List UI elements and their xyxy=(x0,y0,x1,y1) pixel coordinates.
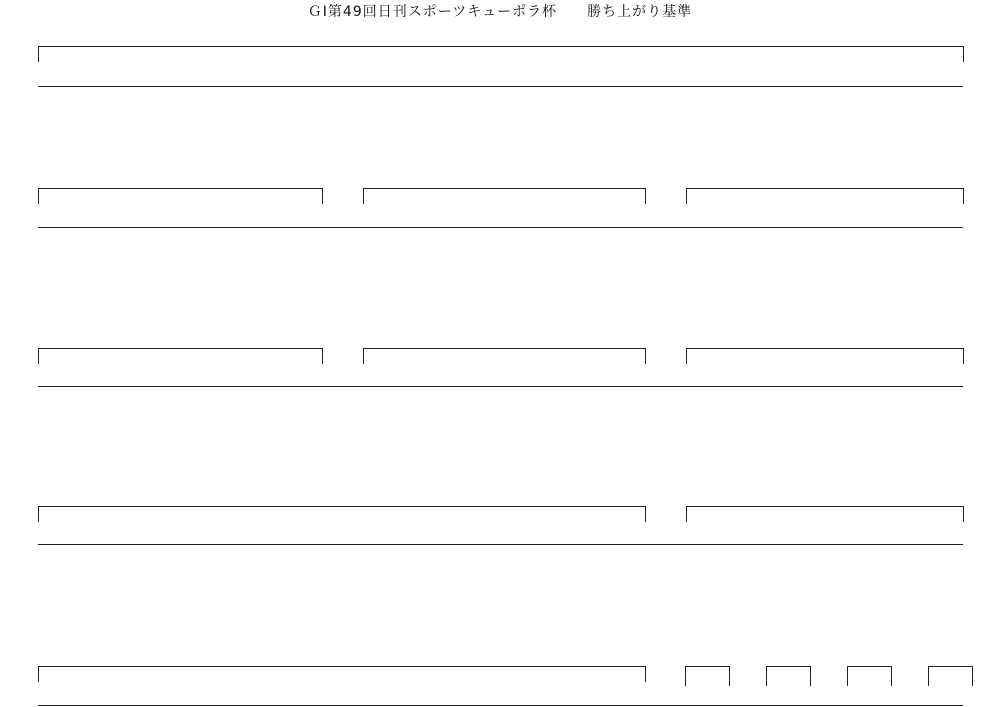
bracket-top-line xyxy=(686,348,963,349)
bracket-left-edge xyxy=(38,666,39,682)
final-bracket-right xyxy=(729,666,730,686)
final-bracket-top xyxy=(685,666,729,667)
bracket-left-edge xyxy=(686,348,687,364)
bracket-left-edge xyxy=(363,348,364,364)
bracket-right-edge xyxy=(322,188,323,204)
bracket-right-edge xyxy=(645,348,646,364)
final-bracket-left xyxy=(685,666,686,686)
bracket-right-edge xyxy=(963,188,964,204)
bracket-left-edge xyxy=(38,188,39,204)
bracket-top-line xyxy=(38,188,322,189)
bracket-top-line xyxy=(38,46,963,47)
bracket-top-line xyxy=(38,666,645,667)
bracket-right-edge xyxy=(963,348,964,364)
bracket-left-edge xyxy=(686,506,687,522)
bracket-top-line xyxy=(363,188,645,189)
bracket-left-edge xyxy=(38,348,39,364)
bracket-top-line xyxy=(363,348,645,349)
bracket-right-edge xyxy=(645,666,646,682)
bracket-left-edge xyxy=(363,188,364,204)
final-bracket-right xyxy=(810,666,811,686)
final-bracket-top xyxy=(847,666,891,667)
day-baseline xyxy=(38,227,963,228)
bracket-right-edge xyxy=(963,46,964,62)
day-baseline xyxy=(38,544,963,545)
final-bracket-right xyxy=(891,666,892,686)
page-title: ＧⅠ第49回日刊スポーツキューポラ杯 勝ち上がり基準 xyxy=(307,4,693,20)
bracket-left-edge xyxy=(38,506,39,522)
bracket-left-edge xyxy=(686,188,687,204)
final-bracket-left xyxy=(847,666,848,686)
final-bracket-left xyxy=(928,666,929,686)
bracket-right-edge xyxy=(963,506,964,522)
bracket-top-line xyxy=(686,506,963,507)
bracket-top-line xyxy=(38,348,322,349)
final-bracket-top xyxy=(928,666,972,667)
bracket-top-line xyxy=(38,506,645,507)
day-baseline xyxy=(38,705,963,706)
day-baseline xyxy=(38,86,963,87)
bracket-right-edge xyxy=(322,348,323,364)
bracket-top-line xyxy=(686,188,963,189)
final-bracket-right xyxy=(972,666,973,686)
day-baseline xyxy=(38,386,963,387)
bracket-right-edge xyxy=(645,188,646,204)
final-bracket-top xyxy=(766,666,810,667)
bracket-right-edge xyxy=(645,506,646,522)
bracket-left-edge xyxy=(38,46,39,62)
final-bracket-left xyxy=(766,666,767,686)
